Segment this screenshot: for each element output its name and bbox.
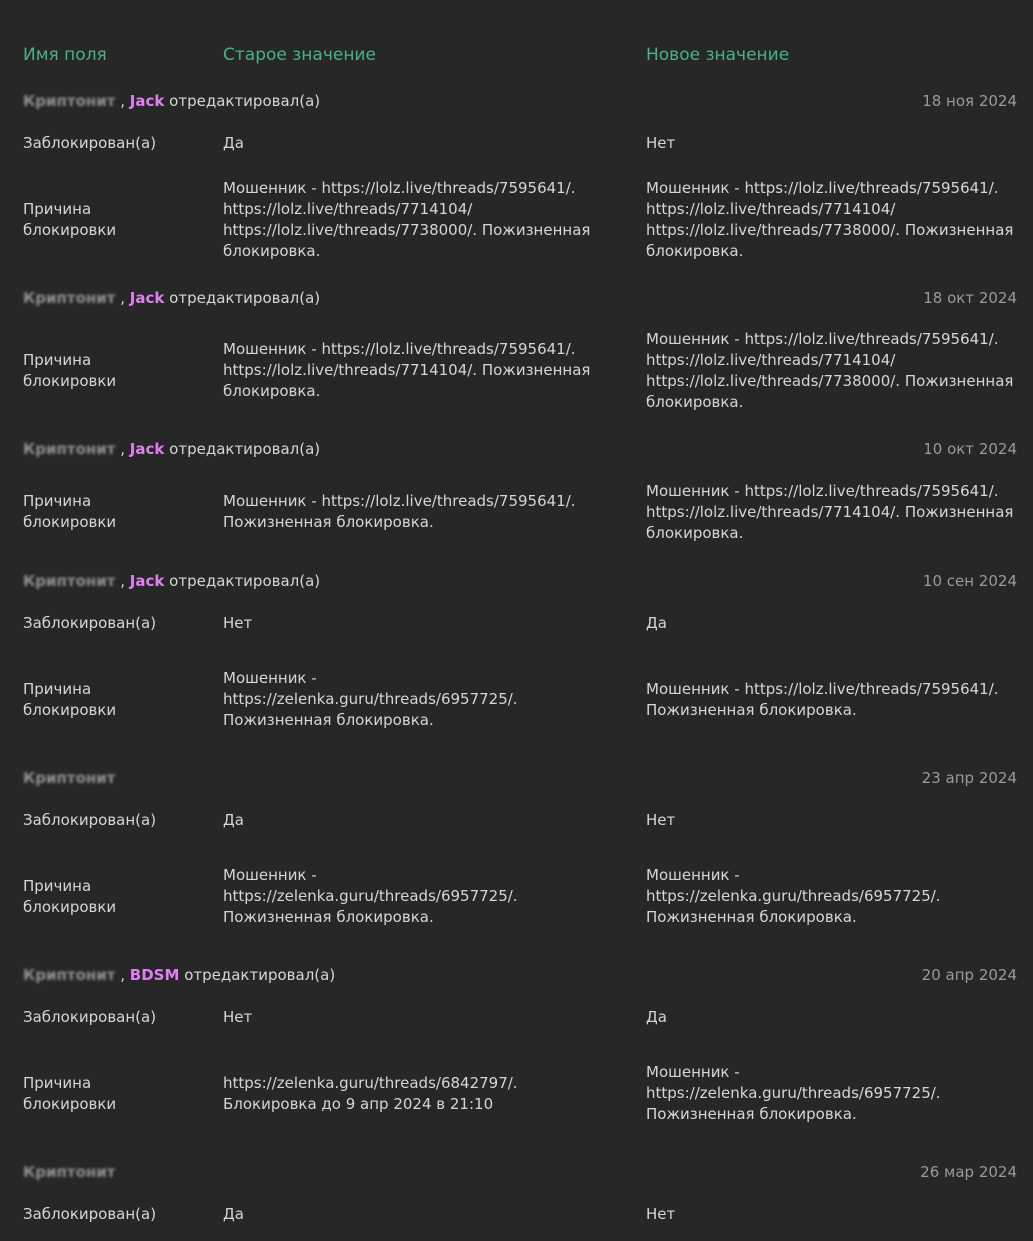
change-row xyxy=(0,1044,1033,1151)
new-value: Мошенник - https://lolz.live/threads/7595641/. https://lolz.live/threads/7714104/. Пожизненная блокировка. xyxy=(646,482,1014,542)
new-value: Мошенник - https://zelenka.guru/threads/6957725/. Пожизненная блокировка. xyxy=(646,1063,941,1123)
old-value: Мошенник - https://zelenka.guru/threads/6957725/. Пожизненная блокировка. xyxy=(223,669,518,729)
edit-entry-meta xyxy=(23,91,320,112)
column-header-old-value: Старое значение xyxy=(223,45,376,65)
new-value: Нет xyxy=(646,1205,676,1223)
edit-entry-header xyxy=(0,757,1033,801)
field-name: Заблокирован(а) xyxy=(23,1205,157,1223)
edit-date: 23 апр 2024 xyxy=(921,769,1017,787)
name-separator: , xyxy=(120,572,126,590)
new-value: Мошенник - https://lolz.live/threads/7595641/. https://lolz.live/threads/7714104/ https://lolz.live/threads/7738000/. Пожизненная блокировка. xyxy=(646,179,1014,260)
field-name: Причина блокировки xyxy=(23,877,117,916)
old-value: Нет xyxy=(223,614,253,632)
new-value: Нет xyxy=(646,811,676,829)
moderator-username-link[interactable]: Jack xyxy=(129,92,165,110)
new-value: Мошенник - https://zelenka.guru/threads/6957725/. Пожизненная блокировка. xyxy=(646,866,941,926)
edit-entry-header xyxy=(0,277,1033,321)
old-value: Мошенник - https://lolz.live/threads/7595641/. Пожизненная блокировка. xyxy=(223,492,576,531)
change-row xyxy=(0,604,1033,650)
editor-username-link[interactable]: Криптонит xyxy=(23,769,116,787)
edit-entry-header xyxy=(0,954,1033,998)
old-value: Мошенник - https://zelenka.guru/threads/6957725/. Пожизненная блокировка. xyxy=(223,866,518,926)
edit-entry-meta xyxy=(23,965,335,986)
column-header-new-value: Новое значение xyxy=(646,45,790,65)
moderator-username-link[interactable]: Jack xyxy=(129,572,165,590)
edit-date: 20 апр 2024 xyxy=(921,966,1017,984)
edit-date: 26 мар 2024 xyxy=(920,1163,1017,1181)
edit-action-text: отредактировал(а) xyxy=(184,966,336,984)
editor-username-link[interactable]: Криптонит xyxy=(23,966,116,984)
name-separator: , xyxy=(120,440,126,458)
change-row xyxy=(0,650,1033,757)
change-row xyxy=(0,801,1033,847)
field-name: Заблокирован(а) xyxy=(23,1008,157,1026)
old-value: Да xyxy=(223,811,244,829)
change-row xyxy=(0,124,1033,170)
edit-entry-meta xyxy=(23,571,320,592)
name-separator: , xyxy=(120,289,126,307)
edit-date: 18 окт 2024 xyxy=(923,289,1017,307)
change-log xyxy=(0,80,1033,1241)
change-row xyxy=(0,1195,1033,1241)
edit-action-text: отредактировал(а) xyxy=(169,289,321,307)
edit-entry-header xyxy=(0,1151,1033,1195)
name-separator: , xyxy=(120,966,126,984)
edit-entry-header xyxy=(0,428,1033,472)
edit-entry-header xyxy=(0,560,1033,604)
old-value: Мошенник - https://lolz.live/threads/7595641/. https://lolz.live/threads/7714104/. Пожизненная блокировка. xyxy=(223,340,591,400)
moderator-username-link[interactable]: Jack xyxy=(129,440,165,458)
new-value: Да xyxy=(646,614,667,632)
moderator-username-link[interactable]: Jack xyxy=(129,289,165,307)
edit-action-text: отредактировал(а) xyxy=(169,572,321,590)
edit-date: 10 окт 2024 xyxy=(923,440,1017,458)
field-name: Причина блокировки xyxy=(23,680,117,719)
old-value: Да xyxy=(223,1205,244,1223)
old-value: Да xyxy=(223,134,244,152)
edit-entry-meta xyxy=(23,288,320,309)
change-row xyxy=(0,998,1033,1044)
new-value: Мошенник - https://lolz.live/threads/7595641/. https://lolz.live/threads/7714104/ https://lolz.live/threads/7738000/. Пожизненная блокировка. xyxy=(646,330,1014,411)
field-name: Заблокирован(а) xyxy=(23,134,157,152)
new-value: Мошенник - https://lolz.live/threads/7595641/. Пожизненная блокировка. xyxy=(646,680,999,719)
field-name: Причина блокировки xyxy=(23,351,117,390)
column-header-field: Имя поля xyxy=(23,45,107,65)
change-row xyxy=(0,472,1033,560)
editor-username-link[interactable]: Криптонит xyxy=(23,572,116,590)
old-value: Нет xyxy=(223,1008,253,1026)
field-name: Заблокирован(а) xyxy=(23,811,157,829)
editor-username-link[interactable]: Криптонит xyxy=(23,440,116,458)
old-value: Мошенник - https://lolz.live/threads/7595641/. https://lolz.live/threads/7714104/ https://lolz.live/threads/7738000/. Пожизненная блокировка. xyxy=(223,179,591,260)
field-name: Заблокирован(а) xyxy=(23,614,157,632)
edit-entry-meta xyxy=(23,1162,115,1183)
field-name: Причина блокировки xyxy=(23,492,117,531)
edit-action-text: отредактировал(а) xyxy=(169,92,321,110)
edit-action-text: отредактировал(а) xyxy=(169,440,321,458)
edit-entry-header xyxy=(0,80,1033,124)
change-row xyxy=(0,847,1033,954)
editor-username-link[interactable]: Криптонит xyxy=(23,92,116,110)
editor-username-link[interactable]: Криптонит xyxy=(23,1163,116,1181)
moderator-username-link[interactable]: BDSM xyxy=(129,966,180,984)
edit-entry-meta xyxy=(23,439,320,460)
name-separator: , xyxy=(120,92,126,110)
editor-username-link[interactable]: Криптонит xyxy=(23,289,116,307)
edit-date: 18 ноя 2024 xyxy=(922,92,1017,110)
change-row xyxy=(0,170,1033,277)
field-name: Причина блокировки xyxy=(23,200,117,239)
new-value: Нет xyxy=(646,134,676,152)
edit-date: 10 сен 2024 xyxy=(922,572,1017,590)
field-name: Причина блокировки xyxy=(23,1074,117,1113)
column-header-row xyxy=(0,43,1033,67)
old-value: https://zelenka.guru/threads/6842797/. Блокировка до 9 апр 2024 в 21:10 xyxy=(223,1074,518,1113)
change-row xyxy=(0,321,1033,428)
edit-entry-meta xyxy=(23,768,115,789)
new-value: Да xyxy=(646,1008,667,1026)
